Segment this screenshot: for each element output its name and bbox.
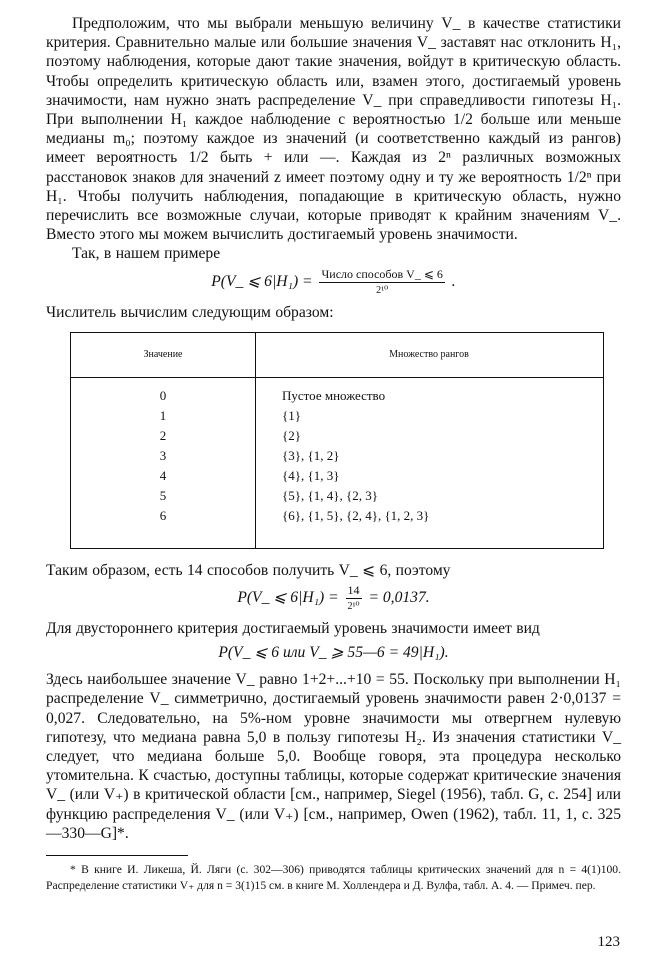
table-cell-value: 4	[71, 466, 256, 486]
table-row	[71, 426, 604, 446]
table-cell-value: 6	[71, 506, 256, 526]
table-row	[71, 506, 604, 526]
table-cell-ranks: {6}, {1, 5}, {2, 4}, {1, 2, 3}	[256, 506, 604, 526]
paragraph-5: Для двустороннего критерия достигаемый уровень значимости имеет вид	[46, 620, 540, 638]
formula-2-lhs: P(V_ ⩽ 6|H₁) =	[237, 589, 339, 607]
formula-2-denominator: 2¹⁰	[347, 601, 360, 613]
table-cell-ranks: {3}, {1, 2}	[256, 446, 604, 466]
table-cell-value: 5	[71, 486, 256, 506]
table-cell-ranks: {4}, {1, 3}	[256, 466, 604, 486]
table-cell-value: 3	[71, 446, 256, 466]
paragraph-3: Числитель вычислим следующим образом:	[46, 303, 334, 321]
table-cell-ranks: {2}	[256, 426, 604, 446]
table-cell-value: 1	[71, 406, 256, 426]
page-number: 123	[597, 934, 620, 950]
table-header-value: Значение	[71, 332, 256, 377]
formula-1-end: .	[451, 272, 456, 290]
formula-1-numerator: Число способов V_ ⩽ 6	[321, 266, 443, 281]
table-cell-value: 2	[71, 426, 256, 446]
table-cell-ranks: {5}, {1, 4}, {2, 3}	[256, 486, 604, 506]
formula-3: P(V_ ⩽ 6 или V_ ⩾ 55—6 = 49|H₁).	[218, 644, 449, 662]
footnote-divider	[46, 855, 188, 856]
formula-1-denominator: 2¹⁰	[376, 284, 389, 296]
formula-2-numerator: 14	[347, 583, 360, 598]
formula-2-fraction	[346, 584, 362, 613]
table-row	[71, 406, 604, 426]
table-row	[71, 386, 604, 406]
page-body	[46, 14, 621, 893]
formula-2-rhs: = 0,0137.	[368, 589, 430, 607]
table-cell-value: 0	[71, 386, 256, 406]
formula-1-fraction	[319, 268, 444, 297]
ranks-table	[70, 332, 604, 549]
table-cell-ranks: Пустое множество	[256, 386, 604, 406]
formula-1	[46, 268, 621, 297]
footnote: * В книге И. Ликеша, Й. Ляги (с. 302—306) приводятся таблицы критических значений для n = 4(1)100. Распределение статистики V₊ для n = 3(1)15 см. в книге М. Холлендера и Д. Вулфа, табл. А. 4. — Примеч. пер.	[46, 863, 621, 892]
table-header-ranks: Множество рангов	[256, 332, 604, 377]
table-row	[71, 446, 604, 466]
formula-2	[46, 584, 621, 613]
formula-1-lhs: P(V_ ⩽ 6|H₁) =	[211, 272, 313, 290]
paragraph-6: Здесь наибольшее значение V_ равно 1+2+...+10 = 55. Поскольку при выполнении H₁ распределение V_ симметрично, достигаемый уровень значимости равен 2·0,0137 = 0,027. Следовательно, на 5%-ном уровне значимости мы отвергнем нулевую гипотезу, что медиана равна 5,0 в пользу гипотезы H₂. Из значения статистики V_ следует, что медиана больше 5,0. Вообще говоря, эта процедура несколько утомительна. К счастью, доступны таблицы, которые содержат критические значения V_ (или V₊) в критической области [см., например, Siegel (1956), табл. G, с. 254] или функцию распределения V_ (или V₊) [см., например, Owen (1962), табл. 11, 1, с. 325—330—G]*.	[46, 671, 621, 842]
table-cell-ranks: {1}	[256, 406, 604, 426]
table-row	[71, 486, 604, 506]
paragraph-1: Предположим, что мы выбрали меньшую величину V_ в качестве статистики критерия. Сравнительно малые или большие значения V_ заставят нас отклонить H₁, поэтому наблюдения, которые дают такие значения, войдут в критическую область. Чтобы определить критическую область или, взамен этого, достигаемый уровень значимости, нам нужно знать распределение V_ при справедливости гипотезы H₁. При выполнении H₁ каждое наблюдение с вероятностью 1/2 больше или меньше медианы m₀; поэтому каждое из значений (и соответственно каждый из рангов) имеет вероятность 1/2 быть + или —. Каждая из 2ⁿ различных возможных расстановок знаков для значений z имеет поэтому одну и ту же вероятность 1/2ⁿ при H₁. Чтобы получить наблюдения, попадающие в критическую область, нужно перечислить все возможные случаи, которые приводят к крайним значениям V_. Вместо этого мы можем вычислить достигаемый уровень значимости.	[46, 15, 621, 244]
table-row	[71, 466, 604, 486]
paragraph-4: Таким образом, есть 14 способов получить V_ ⩽ 6, поэтому	[46, 561, 451, 579]
paragraph-2: Так, в нашем примере	[72, 245, 221, 263]
